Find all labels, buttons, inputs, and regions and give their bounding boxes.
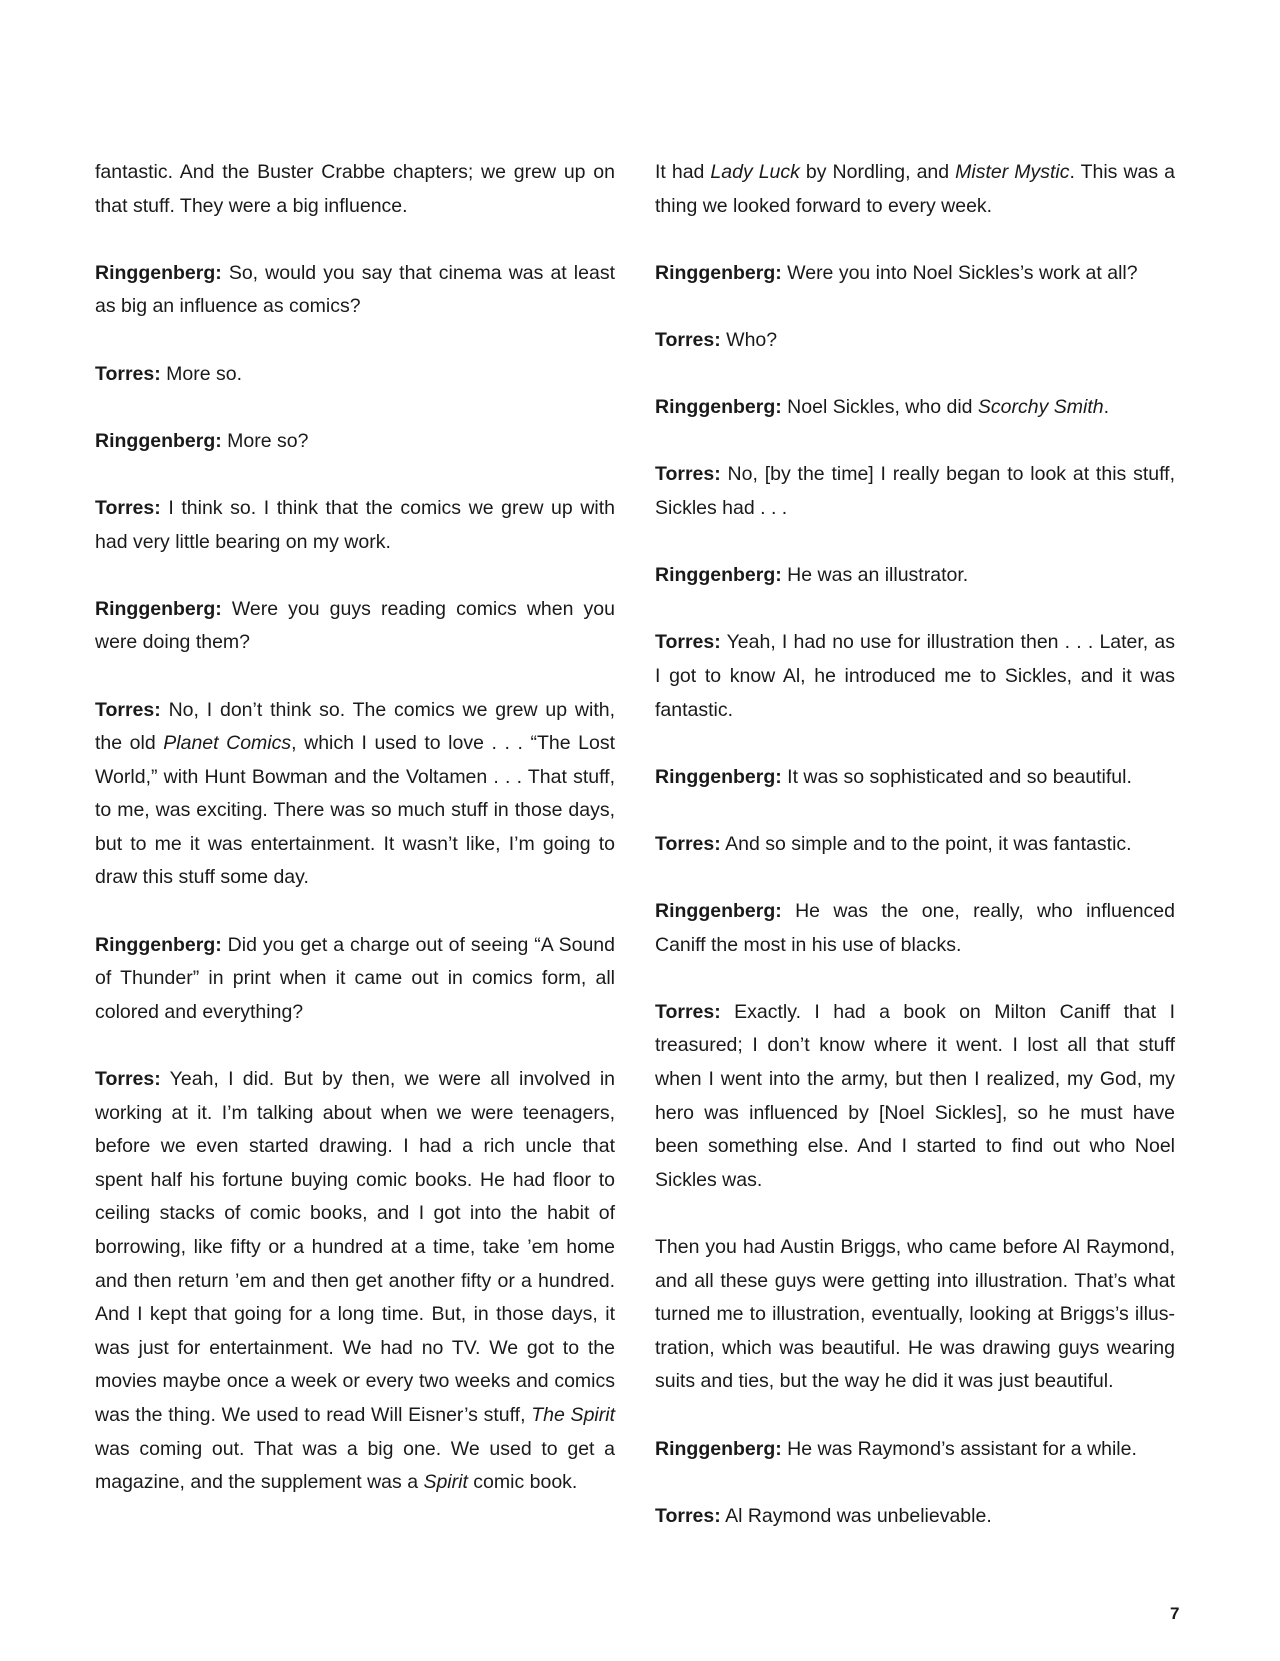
- paragraph-text: And so simple and to the point, it was fantastic.: [720, 832, 1132, 855]
- paragraph-text: Al Raymond was unbelievable.: [720, 1504, 992, 1527]
- paragraph-text: He was the one, really, who influenced Caniff the most in his use of blacks.: [655, 900, 1175, 956]
- paragraph-text: Exactly. I had a book on Milton Caniff that I treasured; I don’t know where it went. I lost all that stuff when I went into the army, but then I realized, my God, my hero was influenced by [Noel Sickles], so he must have been something else. And I started to find out who Noel Sickles was.: [655, 1000, 1175, 1191]
- paragraph-text: Then you had Austin Briggs, who came before Al Raymond, and all these guys were getting into illustration. That’s what turned me to illustration, eventually, looking at Briggs’s illustration, which was beautiful. He was drawing guys wearing suits and ties, but the way he did it was just beautiful.: [655, 1236, 1175, 1393]
- interview-paragraph: [655, 391, 1175, 425]
- speaker-label: Ringgenberg:: [655, 900, 782, 923]
- speaker-label: Ringgenberg:: [655, 765, 782, 788]
- speaker-label: Ringgenberg:: [655, 396, 782, 419]
- paragraph-text: More so?: [221, 429, 309, 452]
- speaker-label: Torres:: [95, 1068, 161, 1091]
- right-column-text: [655, 156, 1175, 1533]
- title-italic: Mister Mystic: [955, 161, 1070, 183]
- interview-paragraph: [655, 1500, 1175, 1534]
- paragraph-text: Were you guys reading comics when you were doing them?: [95, 597, 615, 654]
- speaker-label: Ringgenberg:: [95, 261, 222, 284]
- interview-paragraph: [95, 492, 615, 559]
- speaker-label: Torres:: [655, 631, 721, 654]
- title-italic: Scorchy Smith: [977, 396, 1104, 419]
- speaker-label: Torres:: [95, 496, 161, 519]
- paragraph-text: So, would you say that cinema was at least as big an influence as comics?: [95, 261, 615, 318]
- paragraph-text: More so.: [160, 362, 243, 385]
- interview-paragraph: [655, 324, 1175, 358]
- left-column-text: [95, 156, 615, 1500]
- interview-paragraph: [655, 1231, 1175, 1399]
- interview-paragraph: [655, 626, 1175, 727]
- interview-paragraph: [655, 996, 1175, 1198]
- speaker-label: Ringgenberg:: [655, 261, 782, 284]
- paragraph-text: .: [1103, 396, 1110, 419]
- speaker-label: Ringgenberg:: [95, 933, 222, 956]
- paragraph-text: Did you get a charge out of seeing “A Sound of Thunder” in print when it came out in comics form, all colored and everything?: [95, 933, 615, 1023]
- paragraph-text: was coming out. That was a big one. We used to get a magazine, and the supplement was a: [95, 1437, 615, 1494]
- speaker-label: Torres:: [655, 1000, 721, 1023]
- paragraph-text: Yeah, I did. But by then, we were all involved in working at it. I’m talking about when we were teenagers, before we even started drawing. I had a rich uncle that spent half his fortune buying comic books. He had floor to ceiling stacks of comic books, and I got into the habit of borrowing, like fifty or a hundred at a time, take ’em home and then return ’em and then get another fifty or a hundred. And I kept that going for a long time. But, in those days, it was just for entertainment. We had no TV. We got to the movies maybe once a week or every two weeks and comics was the thing. We used to read Will Eisner’s stuff,: [95, 1068, 615, 1426]
- interview-paragraph: [95, 425, 615, 459]
- interview-paragraph: [655, 761, 1175, 795]
- interview-paragraph: [95, 929, 615, 1030]
- speaker-label: Ringgenberg:: [95, 429, 222, 452]
- paragraph-text: I think so. I think that the comics we grew up with had very little bearing on my work.: [95, 496, 615, 553]
- title-italic: Spirit: [423, 1471, 468, 1494]
- paragraph-text: by Nordling, and: [799, 161, 956, 183]
- paragraph-text: , which I used to love . . . “The Lost World,” with Hunt Bowman and the Voltamen . . . That stuff, to me, was exciting. There was so much stuff in those days, but to me it was entertainment. It wasn’t like, I’m going to draw this stuff some day.: [95, 732, 615, 889]
- left-column: [95, 156, 615, 1500]
- paragraph-text: Who?: [720, 328, 778, 351]
- paragraph-text: He was an illustrator.: [781, 564, 969, 587]
- paragraph-text: Were you into Noel Sickles’s work at all?: [781, 261, 1138, 284]
- interview-paragraph: [655, 458, 1175, 525]
- paragraph-text: Yeah, I had no use for illustration then . . . Later, as I got to know Al, he introduced me to Sickles, and it was fantastic.: [655, 631, 1175, 721]
- speaker-label: Torres:: [95, 698, 161, 721]
- title-italic: Lady Luck: [710, 161, 800, 183]
- paragraph-text: It had: [655, 161, 711, 183]
- title-italic: Planet Comics: [163, 732, 292, 755]
- interview-paragraph: [95, 257, 615, 324]
- paragraph-text: comic book.: [467, 1471, 578, 1494]
- paragraph-text: . This was a thing we looked forward to every week.: [655, 161, 1175, 217]
- speaker-label: Torres:: [655, 328, 721, 351]
- paragraph-text: No, I don’t think so. The comics we grew up with, the old: [95, 698, 615, 755]
- interview-paragraph: [655, 828, 1175, 862]
- interview-paragraph: [95, 358, 615, 392]
- interview-paragraph: [655, 1433, 1175, 1467]
- interview-paragraph: [655, 895, 1175, 962]
- speaker-label: Torres:: [95, 362, 161, 385]
- speaker-label: Torres:: [655, 463, 721, 486]
- interview-paragraph: [655, 257, 1175, 291]
- paragraph-text: Noel Sickles, who did: [781, 396, 978, 419]
- interview-paragraph: [95, 1063, 615, 1500]
- speaker-label: Ringgenberg:: [95, 597, 222, 620]
- interview-paragraph: [95, 593, 615, 660]
- interview-paragraph: [655, 559, 1175, 593]
- paragraph-text: He was Raymond’s assistant for a while.: [781, 1437, 1137, 1460]
- paragraph-text: It was so sophisticated and so beautiful.: [781, 765, 1132, 788]
- right-column: [655, 156, 1175, 1533]
- interview-paragraph: [95, 694, 615, 896]
- title-italic: The Spirit: [531, 1403, 615, 1426]
- paragraph-text: fantastic. And the Buster Crabbe chapters; we grew up on that stuff. They were a big influence.: [95, 161, 615, 217]
- speaker-label: Ringgenberg:: [655, 564, 782, 587]
- speaker-label: Torres:: [655, 832, 721, 855]
- interview-paragraph: [655, 156, 1175, 223]
- speaker-label: Ringgenberg:: [655, 1437, 782, 1460]
- interview-paragraph: [95, 156, 615, 223]
- page-number: 7: [1170, 1604, 1180, 1623]
- speaker-label: Torres:: [655, 1504, 721, 1527]
- paragraph-text: No, [by the time] I really began to look at this stuff, Sickles had . . .: [655, 463, 1175, 519]
